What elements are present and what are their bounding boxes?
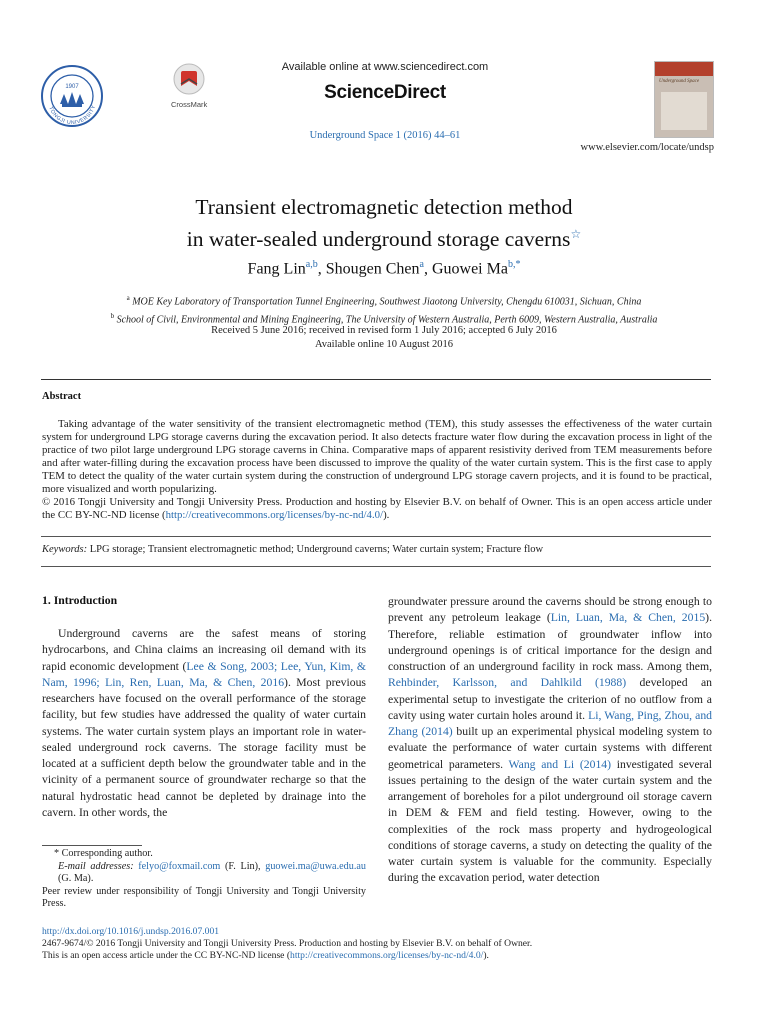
email-link-ma[interactable]: guowei.ma@uwa.edu.au — [265, 860, 366, 872]
peer-review-note: Peer review under responsibility of Tongji University and Tongji University Press. — [42, 885, 366, 909]
author-name: Guowei Ma — [431, 260, 508, 278]
intro-text-g: investigated several issues pertaining to the design of the water curtain system and the arrangement of boreholes for a pilot underground oil storage cavern in DEM & FEM and field testing. However, owing to the complexities of the rock mass property and hydrogeological conditions of storage caverns, a study on detecting the quality of the water curtain system is valuable for the community. Especially during the excavation period, water detection — [388, 757, 713, 885]
title-line-2 — [60, 221, 708, 253]
email-line — [42, 861, 366, 886]
sciencedirect-logo[interactable]: ScienceDirect — [324, 82, 446, 103]
footnote-rule — [42, 845, 142, 846]
keywords-bottom-rule — [41, 566, 711, 567]
oa-license-link[interactable]: http://creativecommons.org/licenses/by-nc-nd/4.0/ — [290, 950, 484, 962]
crossmark-logo[interactable] — [171, 62, 207, 108]
footnotes — [42, 848, 366, 911]
affiliation-b-text: School of Civil, Environmental and Mining Engineering, The University of Western Australia, Perth 6009, Western Australia, Australia — [116, 314, 658, 326]
title-line-2-text: in water-sealed underground storage caverns — [186, 227, 571, 252]
intro-text-e: developed an experimental setup to investigate the criterion of no outflow from a cavity using water curtain holes around it. — [388, 676, 712, 722]
cover-title: Underground Space — [659, 79, 700, 84]
journal-cover[interactable] — [654, 61, 714, 138]
author-affiliation-mark[interactable]: a,b — [305, 259, 318, 270]
available-date: Available online 10 August 2016 — [314, 339, 454, 350]
article-title — [60, 194, 708, 253]
keywords — [42, 544, 712, 555]
intro-text-f: built up an experimental physical modeling system to evaluate the performance of water curtain systems with different geometrical parameters. — [388, 725, 712, 771]
corresponding-author: * Corresponding author. — [54, 848, 153, 859]
abstract-heading: Abstract — [42, 391, 82, 402]
abstract-copyright — [42, 496, 712, 522]
intro-text-a: Underground caverns are the safest means of storing hydrocarbons, and China claims an increasing oil demand with its rapid economic development ( — [42, 627, 366, 673]
title-line-1: Transient electromagnetic detection method — [195, 195, 573, 219]
authors — [60, 259, 708, 278]
oa-prefix: This is an open access article under the CC BY-NC-ND license ( — [42, 950, 291, 962]
email-label: E-mail addresses: — [58, 860, 139, 872]
university-seal-icon — [40, 64, 104, 128]
citation-lee-song[interactable]: Lee & Song, 2003; Lee, Yun, Kim, & Nam, 1996; Lin, Ren, Luan, Ma, & Chen, 2016 — [42, 659, 366, 689]
journal-reference[interactable]: Underground Space 1 (2016) 44–61 — [309, 130, 461, 141]
citation-li-2014[interactable]: Li, Wang, Ping, Zhou, and Zhang (2014) — [388, 708, 713, 738]
abstract-text: Taking advantage of the water sensitivity of the transient electromagnetic method (TEM), this study assesses the effectiveness of the water curtain system for underground LPG storage caverns during the excavation period. It also detects fracture water flow during the excavation process in light of the practice of two pilot large underground LPG storage caverns in China. Comparative maps of apparent resistivity derived from TEM measurements before and after water-filling during the excavation process have been discussed to improve the quality of the water curtain system. This is the first case to apply TEM to detect the quality of the water curtain system during the construction of underground LPG storage cavern projects, and it is found to be practical, more visualized and worth popularizing. — [42, 418, 712, 496]
received-dates: Received 5 June 2016; received in revised form 1 July 2016; accepted 6 July 2016 — [211, 325, 557, 336]
open-access-line — [42, 950, 722, 962]
affiliation-a-mark: a — [126, 294, 130, 302]
right-column — [388, 594, 712, 887]
bottom-info — [42, 926, 722, 963]
citation-rehbinder[interactable]: Rehbinder, Karlsson, and Dahlkild (1988) — [388, 676, 627, 690]
available-online[interactable]: Available online at www.sciencedirect.com — [281, 61, 489, 73]
intro-text-b: ). Most previous researchers have focused on the overall performance of the storage facility, but few studies have addressed the quality of water curtain systems. The water curtain system plays an important role in water-sealed underground rock caverns. The storage facility must be located at a sufficient depth below the groundwater table and in the vicinity of a permanent source of groundwater recharge so that the natural hydrostatic head cannot be depleted by drainage into the cavern. In other words, the — [42, 675, 366, 819]
affiliation-a-text: MOE Key Laboratory of Transportation Tunnel Engineering, Southwest Jiaotong University, Chengdu 610031, Sichuan, China — [132, 296, 642, 308]
abstract-top-rule — [41, 379, 711, 380]
intro-paragraph-2 — [388, 594, 712, 887]
crossmark-label: CrossMark — [171, 100, 208, 109]
intro-text-c: groundwater pressure around the caverns should be strong enough to prevent any petroleum leakage ( — [388, 595, 712, 625]
keywords-text: LPG storage; Transient electromagnetic method; Underground caverns; Water curtain system; Fracture flow — [89, 544, 544, 555]
keywords-rule — [41, 536, 711, 537]
intro-text-d: ). Therefore, reliable estimation of groundwater inflow into underground openings is of critical importance for the design and construction of an underground facility in rock mass. Among them, — [388, 611, 712, 673]
abstract-body — [42, 418, 712, 522]
citation-lin-2015[interactable]: Lin, Luan, Ma, & Chen, 2015 — [550, 611, 706, 625]
university-logo — [40, 64, 104, 128]
doi-link[interactable]: http://dx.doi.org/10.1016/j.undsp.2016.07.001 — [42, 926, 220, 937]
author-name: Fang Lin — [247, 260, 306, 278]
citation-wang-li[interactable]: Wang and Li (2014) — [508, 757, 612, 771]
university-year: 1907 — [65, 84, 79, 90]
email-lin-suffix: (F. Lin), — [220, 860, 266, 872]
left-column — [42, 626, 366, 821]
license-link[interactable]: http://creativecommons.org/licenses/by-nc-nd/4.0/ — [165, 509, 384, 522]
affiliation-b-mark: b — [110, 312, 115, 321]
email-link-lin[interactable]: felyo@foxmail.com — [138, 860, 221, 872]
section-heading: 1. Introduction — [42, 594, 118, 607]
author-separator: , — [423, 260, 432, 278]
crossmark-icon — [171, 62, 207, 96]
oa-suffix: ). — [483, 950, 489, 962]
issn-line: 2467-9674/© 2016 Tongji University and Tongji University Press. Production and hosting by Elsevier B.V. on behalf of Owner. — [42, 938, 533, 950]
article-history — [60, 324, 708, 352]
copyright-text: © 2016 Tongji University and Tongji University Press. Production and hosting by Elsevier B.V. on behalf of Owner. This is an open access article under the CC BY-NC-ND license ( — [42, 496, 712, 522]
keywords-label: Keywords: — [42, 544, 88, 555]
author-affiliation-mark[interactable]: b,* — [507, 259, 521, 270]
author-affiliation-mark[interactable]: a — [419, 259, 424, 270]
intro-paragraph-1 — [42, 626, 366, 821]
title-star-mark[interactable]: ☆ — [570, 227, 582, 241]
author-name: Shougen Chen — [325, 260, 420, 278]
affiliations — [40, 291, 728, 328]
university-arc-text: TONGJI UNIVERSITY — [47, 104, 98, 127]
copyright-suffix: ). — [383, 509, 390, 522]
author-separator: , — [317, 260, 326, 278]
elsevier-url[interactable]: www.elsevier.com/locate/undsp — [580, 142, 714, 153]
affiliation-a — [40, 291, 728, 309]
email-ma-suffix: (G. Ma). — [58, 873, 94, 884]
